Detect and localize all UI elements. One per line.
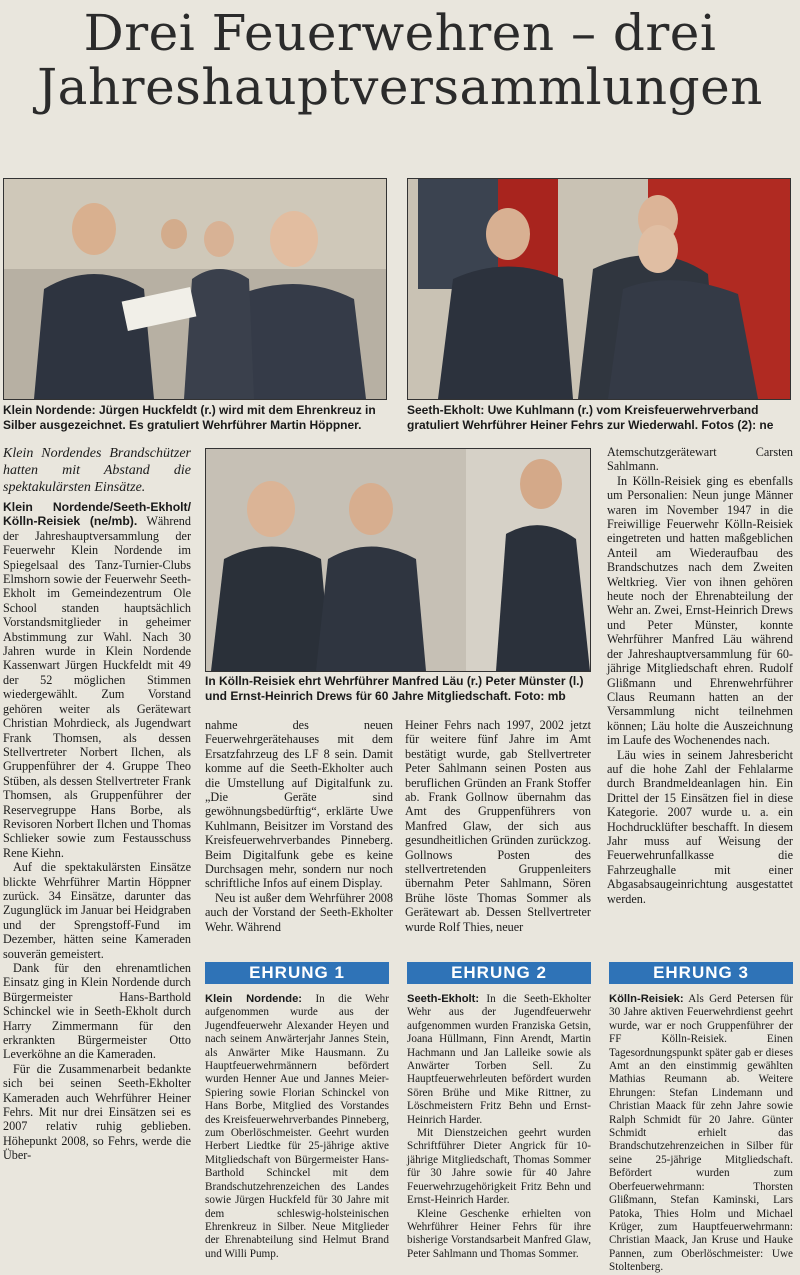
col1-p2: Auf die spektakulärsten Einsätze blickte Wehrführer Martin Höppner zurück. 34 Einsätze, darunter das Zugunglück im Januar bei Heidgraben und der Sprengstoff-Fund im Dezember, hätten seine Kameraden souverän gemeistert. [3,860,191,961]
column-1-body [3,500,191,860]
col1-p4: Für die Zusammenarbeit bedankte sich bei seinen Seeth-Ekholter Kameraden auch Wehrführer Heiner Fehrs. Mit nur drei Einsätzen sei es 2007 relativ ruhig geblieben. Höhepunkt 2008, so Fehrs, werde die Über- [3,1061,191,1163]
caption-photo-3-credit: Foto: mb [514,689,566,703]
ehrung-1-body: In die Wehr aufgenommen wurde aus der Jugendfeuerwehr Alexander Heyen und nach seinem Anwärterjahr Jannes Stein, als Anwärter Mike Hausmann. Zu Hauptfeuerwehrmännern befördert wurden Henner Aue und Jannes Meier-Spiering sowie Florian Schinckel von Hans Borbe, Mitglied des Vorstandes des Kreisfeuerwehrverbandes Pinneberg, zum Oberlöschmeister. Geehrt wurden Herbert Liedtke für 25-jährige aktive Mitgliedschaft von Bürgermeister Hans-Barthold Schinckel mit dem Brandschutzehrenzeichen des Landes sowie Jürgen Huckfeld für 30 Jahre mit dem schleswig-holsteinischen Ehrenkreuz in Silber. Neue Mitglieder der Ehrenabteilung sind Helmut Brand und Willi Pump. [205,993,389,1260]
lead-text: Klein Nordendes Brandschützer hatten mit Abstand die spektakulärsten Einsätze. [3,446,191,495]
ehrung-3-body: Als Gerd Petersen für 30 Jahre aktiven Feuerwehrdienst geehrt wurde, war er noch Gruppenführer der FF Kölln-Reisiek. Einen Tagesordnungspunkt später gab er dieses Amt an den einstimmig gewählten Mathias Reumann ab. Weitere Ehrungen: Stefan Lindemann und Christian Maack für zehn Jahre sowie Ralph Schmidt für 20 Jahre. Günter Schmidt erhielt das Brandschutzehrenzeichen in Silber für seine 25-jährige Mitgliedschaft. Befördert wurden zum Oberfeuerwehrmann: Thorsten Glißmann, Stefan Kaminski, Lars Patoka, Thies Holm und Michael Krüger, zum Hauptfeuerwehrmann: Christian Maack, Jan Kruse und Hauke Pannen, zum Oberlöschmeister: Uwe Stoltenberg. [609,993,793,1274]
ehrung-3-place: Kölln-Reisiek: [609,993,684,1005]
caption-photo-2-credit: Fotos (2): ne [701,418,774,432]
photo-klein-nordende [3,178,387,400]
photo-koelln-reisiek [205,448,591,672]
ehrung-2-header: EHRUNG 2 [407,962,591,984]
col2-p1: nahme des neuen Feuerwehrgerätehauses mit dem Ersatzfahrzeug des LF 8 sein. Damit komme auf die Seeth-Ekholter auch die Umstellung auf Digitalfunk zu. „Die Geräte sind gewöhnungsbedürftig“, erklärte Uwe Kuhlmann, Beisitzer im Vorstand des Kreisfeuerwehrverbandes Pinneberg. Beim Digitalfunk gebe es keine Durchsagen mehr, sondern nur noch schriftliche Infos auf einem Display. [205,718,393,891]
col4-p2: Läu wies in seinem Jahresbericht auf die hohe Zahl der Fehlalarme durch Brandmeldeanlagen hin. Ein Drittel der 15 Einsätzen fiel in diese Kategorie. 2007 wurde u. a. ein Hochdrucklüfter beschafft. In diesem Jahr muss auf Weisung der Feuerwehrunfallkasse die Fahrzeughalle mit einer Abgasabsaugeinrichtung ausgestattet werden. [607,747,793,906]
ehrung-3-header: EHRUNG 3 [609,962,793,984]
column-2 [205,718,393,934]
col2-p2: Neu ist außer dem Wehrführer 2008 auch der Vorstand der Seeth-Ekholter Wehr. Während [205,890,393,934]
col4-p1: In Kölln-Reisiek ging es ebenfalls um Personalien: Neun junge Männer waren im November 1947 in die Freiwillige Feuerwehr Kölln-Reisiek eingetreten und hatten maßgeblichen Anteil am Wiederaufbau des Brandschutzes nach dem Zweiten Weltkrieg. Vier von ihnen gehören heute noch der Ehrenabteilung der Wehr an. Zwei, Ernst-Heinrich Drews und Peter Münster, konnte Wehrführer Manfred Läu während der Jahreshauptversammlung für 60-jährige Mitgliedschaft ehren. Rudolf Glißmann und Ehrenwehrführer Claus Reumann hatten an der Versammlung nicht teilnehmen können; Läu holte die Auszeichnung im Laufe des Wochenendes nach. [607,473,793,748]
col1-p1: Während der Jahreshauptversammlung der Feuerwehr Klein Nordende im Spiegelsaal des Tanz-Turnier-Clubs Elmshorn sowie der Feuerwehr Seeth-Ekholt im Gemeindezentrum Ole School standen hauptsächlich Vorstandsmitglieder in geheimer Abstimmung zur Wahl. Nach 30 Jahren wurde in Klein Nordende Kassenwart Jürgen Huckfeldt mit 49 der 52 möglichen Stimmen wiedergewählt. Zum Vorstand gehören weiter als Gerätewart Christian Mohrdieck, als Jugendwart Frank Thomsen, als dessen Stellvertreter Norbert Ilchen, als Gruppenführer der 4. Gruppe Theo Stüben, als dessen Stellvertreter Frank Thomsen, als Gruppenführer der Reservegruppe Hans Borbe, als Revisoren Norbert Ilchen und Thomas Schlieker sowie zum Festausschuss Rene Kiehn. [3,514,191,860]
headline-line-2: Jahreshauptversammlungen [37,58,763,116]
ehrung-2-body-3: Kleine Geschenke erhielten von Wehrführer Heiner Fehrs für ihre bisherige Vorstandsarbeit Manfred Glaw, Peter Sahlmann und Thomas Sommer. [407,1207,591,1260]
caption-photo-2 [407,403,792,433]
ehrung-2-body-2: Mit Dienstzeichen geehrt wurden Schriftführer Dieter Angrick für 10-jährige Mitgliedschaft, Thomas Sommer für 30 Jahre sowie für 40 Jahre Feuerwehrzugehörigkeit Fritz Behn und Ernst-Heinrich Harder. [407,1127,591,1207]
headline [0,6,800,114]
caption-photo-1: Klein Nordende: Jürgen Huckfeldt (r.) wird mit dem Ehrenkreuz in Silber ausgezeichnet. Es gratuliert Wehrführer Martin Höppner. [3,403,376,432]
column-4 [607,445,793,906]
ehrung-2-text [407,993,591,1261]
column-3 [405,718,591,934]
col3-p1: Heiner Fehrs nach 1997, 2002 jetzt für weitere fünf Jahre im Amt bestätigt wurde, gab Stellvertreter Peter Sahlmann seinen Posten aus beruflichen Gründen an Frank Stoffer ab. Frank Gollnow übernahm das Amt des Gruppenführers von Manfred Glaw, der sich aus gesundheitlichen Gründen zurückzog. Gollnows Posten des stellvertretenden Gruppenleiters übernahm Peter Sahlmann, Sören Brühe löste Thomas Sommer als Gerätewart ab. Dessen Stellvertreter wurde Rolf Thies, neuer [405,718,591,934]
column-1 [3,445,191,1163]
ehrung-2-place: Seeth-Ekholt: [407,993,480,1005]
ehrung-1-text [205,993,389,1261]
photo-seeth-ekholt [407,178,791,400]
headline-line-1: Drei Feuerwehren – drei [83,4,717,62]
ehrung-3-text [609,993,793,1275]
dateline: Klein Nordende/Seeth-Ekholt/ Kölln-Reisiek (ne/mb). [3,500,191,529]
ehrung-2-body: In die Seeth-Ekholter Wehr aus der Jugendfeuerwehr aufgenommen wurden Franziska Getsin, Joana Hüllmann, Finn Arendt, Martin Hachmann und Jan Lalleike sowie als Anwärter Torben Sell. Zu Hauptfeuerwehrleuten befördert wurden Sören Brühe und Mike Rittner, zu Löschmeistern Fritz Behn und Ernst-Heinrich Harder. [407,993,591,1126]
col1-p3: Dank für den ehrenamtlichen Einsatz ging in Klein Nordende durch Bürgermeister Hans-Barthold Schinckel wie in Seeth-Ekholt durch Harry Zimmermann für den erkrankten Bürgermeister Otto Leverköhne an die Kameraden. [3,961,191,1062]
ehrung-1-place: Klein Nordende: [205,993,303,1005]
col4-p0: Atemschutzgerätewart Carsten Sahlmann. [607,445,793,474]
ehrung-1-header: EHRUNG 1 [205,962,389,984]
caption-photo-2-text: Seeth-Ekholt: Uwe Kuhlmann (r.) vom Kreisfeuerwehrverband gratuliert Wehrführer Heiner Fehrs zur Wiederwahl. [407,403,759,432]
caption-photo-3 [205,674,595,704]
caption-photo-3-text: In Kölln-Reisiek ehrt Wehrführer Manfred Läu (r.) Peter Münster (l.) und Ernst-Heinrich Drews für 60 Jahre Mitgliedschaft. [205,674,584,703]
